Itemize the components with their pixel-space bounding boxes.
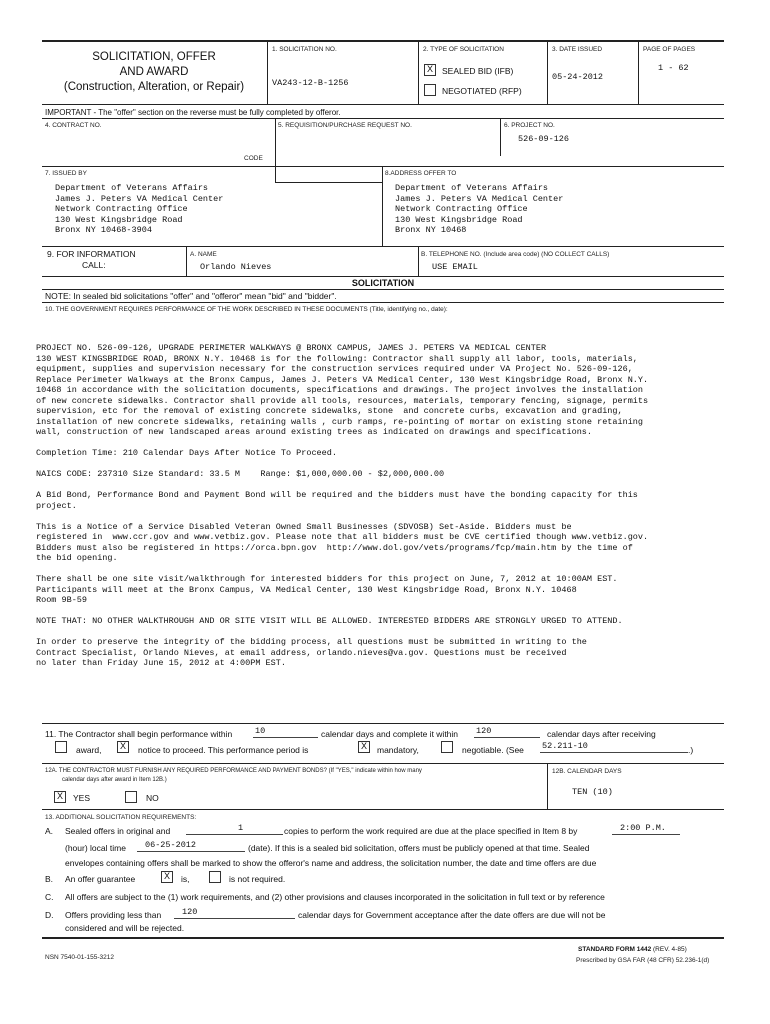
item13d-letter: D. [45,910,54,920]
divider [275,118,276,166]
due-date-field[interactable] [137,842,245,852]
complete-days-field[interactable] [474,728,540,738]
bonds-yes-check-mark: X [56,791,63,801]
divider [418,246,419,276]
call-label: CALL: [82,260,106,270]
contract-no-label: 4. CONTRACT NO. [45,122,102,129]
project-no-label: 6. PROJECT NO. [504,122,555,129]
rule [42,276,724,277]
item13a-text3: (hour) local time [65,843,126,853]
solicitation-no-label: 1. SOLICITATION NO. [272,46,337,53]
bottom-border [42,937,724,939]
item13a-text1: Sealed offers in original and [65,826,171,836]
rule [42,166,724,167]
item13-label: 13. ADDITIONAL SOLICITATION REQUIREMENTS: [45,814,197,821]
standard-form-name: STANDARD FORM 1442 [578,946,652,953]
calendar-days-value: TEN (10) [572,787,613,797]
form-title [42,50,266,95]
pages-label: PAGE OF PAGES [643,46,696,53]
address-offer-line: Network Contracting Office [395,204,528,214]
bonds-yes-checkbox[interactable] [54,791,66,803]
divider [547,763,548,809]
complete-days-value: 120 [476,726,492,736]
item11-text-c: calendar days after receiving [547,729,656,739]
item13d-text2: calendar days for Government acceptance after the date offers are due will not be [298,910,606,920]
due-date-value: 06-25-2012 [145,840,197,850]
note-text: NOTE: In sealed bid solicitations "offer" and "offeror" mean "bid" and "bidder". [45,291,337,301]
divider [267,40,268,104]
issued-by-line: Department of Veterans Affairs [55,183,209,193]
item13a-text5: envelopes containing offers shall be marked to show the offeror's name and address, the solicitation number, the date and time offers are due [65,858,597,868]
due-time-value: 2:00 P.M. [620,823,666,833]
issued-by-line: Network Contracting Office [55,204,188,214]
notice-to-proceed-checkbox[interactable] [117,741,129,753]
for-information-label: 9. FOR INFORMATION [47,249,136,259]
guarantee-is-checkbox[interactable] [161,871,173,883]
guarantee-is-not-checkbox[interactable] [209,871,221,883]
address-offer-line: Department of Veterans Affairs [395,183,549,193]
divider [418,40,419,104]
acceptance-days-field[interactable] [174,909,295,919]
sealed-bid-checkbox[interactable] [424,64,436,76]
date-issued-label: 3. DATE ISSUED [552,46,603,53]
mandatory-label: mandatory, [377,745,419,755]
mandatory-checkbox[interactable] [358,741,370,753]
address-offer-label: 8.ADDRESS OFFER TO [385,170,457,177]
divider [275,166,276,182]
item13c-text: All offers are subject to the (1) work requirements, and (2) other provisions and clauses incorporated in the solicitation in full text or by reference [65,892,605,902]
negotiable-label: negotiable. (See [462,745,524,755]
guarantee-is-label: is, [181,874,190,884]
copies-value: 1 [238,823,244,833]
rule [42,809,724,810]
issued-by-label: 7. ISSUED BY [45,170,87,177]
guarantee-is-not-label: is not required. [229,874,286,884]
see-clause-field[interactable] [540,743,688,753]
issued-by-address [55,183,223,236]
item11-close: .) [688,745,694,755]
name-value: Orlando Nieves [200,262,272,272]
top-border [42,40,724,42]
negotiable-checkbox[interactable] [441,741,453,753]
item11-text-a: 11. The Contractor shall begin performance within [45,729,233,739]
telephone-value: USE EMAIL [432,262,478,272]
start-days-field[interactable] [253,728,318,738]
standard-form-line [578,946,687,953]
start-days-value: 10 [255,726,266,736]
bonds-no-checkbox[interactable] [125,791,137,803]
issued-by-line: 130 West Kingsbridge Road [55,214,183,225]
issued-by-line: James J. Peters VA Medical Center [55,193,224,204]
mandatory-check-mark: X [360,741,367,751]
form-title-line3: (Construction, Alteration, or Repair) [63,81,245,93]
solicitation-heading: SOLICITATION [351,278,415,288]
date-issued-value: 05-24-2012 [552,72,604,82]
pages-value: 1 - 62 [658,63,689,73]
item12a-label-cont: calendar days after award in Item 12B.) [62,777,167,783]
important-note: IMPORTANT - The "offer" section on the reverse must be fully completed by offeror. [45,108,341,117]
copies-field[interactable] [186,825,283,835]
award-label: award, [76,745,102,755]
negotiated-checkbox[interactable] [424,84,436,96]
name-label: A. NAME [190,251,217,258]
form-title-line1: SOLICITATION, OFFER [92,51,216,63]
prescribed-by: Prescribed by GSA FAR (48 CFR) 52.236-1(d) [576,957,710,964]
guarantee-is-check-mark: X [163,871,170,881]
item13b-text1: An offer guarantee [65,874,136,884]
divider [382,166,383,246]
nsn-number: NSN 7540-01-155-3212 [45,954,115,961]
requisition-label: 5. REQUISITION/PURCHASE REQUEST NO. [278,122,412,129]
item13b-letter: B. [45,874,54,884]
rule [42,302,724,303]
solicitation-no-value: VA243-12-B-1256 [272,78,349,88]
item13d-text3: considered and will be rejected. [65,923,185,933]
address-offer-line: 130 West Kingsbridge Road [395,214,523,225]
code-label: CODE [244,155,263,162]
item10-label: 10. THE GOVERNMENT REQUIRES PERFORMANCE OF THE WORK DESCRIBED IN THESE DOCUMENTS (Title, identifying no., date): [45,306,448,313]
item13a-text2: copies to perform the work required are due at the place specified in Item 8 by [284,826,578,836]
rule [42,763,724,764]
project-no-value: 526-09-126 [518,134,570,144]
divider [547,40,548,104]
award-checkbox[interactable] [55,741,67,753]
sealed-bid-label: SEALED BID (IFB) [442,66,514,76]
address-offer-line: James J. Peters VA Medical Center [395,193,564,204]
telephone-label: B. TELEPHONE NO. (Include area code) (NO COLLECT CALLS) [421,251,610,258]
rule [42,118,724,119]
divider [500,118,501,156]
notice-to-proceed-label: notice to proceed. This performance period is [138,745,309,755]
divider [638,40,639,104]
rule [42,246,724,247]
work-description: PROJECT NO. 526-09-126, UPGRADE PERIMETER WALKWAYS @ BRONX CAMPUS, JAMES J. PETERS VA MEDICAL CENTER 130 WEST KINGSBRIDGE ROAD, BRONX N.Y. 10468 is for the following: Contractor shall supply all labor, tools, materials, equipment, supplies and supervision necessary for the construction services required under VA Project No. 526-09-126, Replace Perimeter Walkways at the Bronx Campus, James J. Peters VA Medical Center, 130 West Kingsbridge Road, Bronx N.Y. 10468 in accordance with the solicitation documents, specifications and drawings. The project involves the installation of new concrete sidewalks. Contractor shall provide all tools, resources, materials, temporary fencing, signage, permits supervision, etc for the removal of existing concrete sidewalks, stone and concrete curbs, excavation and grading, installation of new concrete sidewalks, retaining walls , curb ramps, re-pointing of mortar on existing stone retaining wall, construction of new landscaped areas around existing trees as indicated on drawings and specifications. Completion Time: 210 Calendar Days After Notice To Proceed. NAICS CODE: 237310 Size Standard: 33.5 M Range: $1,000,000.00 - $2,000,000.00 A Bid Bond, Performance Bond and Payment Bond will be required and the bidders must have the bonding capacity for this project. This is a Notice of a Service Disabled Veteran Owned Small Businesses (SDVOSB) Set-Aside. Bidders must be registered in www.ccr.gov and www.vetbiz.gov. Please note that all bidders must be CVE certified though www.vetbiz.gov. Bidders must also be registered in https://orca.bpn.gov http://www.dol.gov/vets/programs/fcp/main.htm by the time of the bid opening. There shall be one site visit/walkthrough for interested bidders for this project on June, 7, 2012 at 10:00AM EST. Participants will meet at the Bronx Campus, VA Medical Center, 130 West Kingsbridge Road, Bronx N.Y. 10468 Room 9B-59 NOTE THAT: NO OTHER WALKTHROUGH AND OR SITE VISIT WILL BE ALLOWED. INTERESTED BIDDERS ARE STRONGLY URGED TO ATTEND. In order to preserve the integrity of the bidding process, all questions must be submitted in writing to the Contract Specialist, Orlando Nieves, at email address, orlando.nieves@va.gov. Questions must be received no later than Friday June 15, 2012 at 4:00PM EST. [36,343,649,668]
address-offer-address [395,183,563,236]
item13d-text1: Offers providing less than [65,910,162,920]
rule [42,723,724,724]
sealed-bid-check-mark: X [426,64,433,74]
item12b-label: 12B. CALENDAR DAYS [552,768,622,775]
bonds-yes-label: YES [73,793,91,803]
see-clause-value: 52.211-10 [542,741,588,751]
due-time-field[interactable] [612,825,680,835]
rule [42,289,724,290]
form-title-line2: AND AWARD [119,66,189,78]
rule [42,104,724,105]
acceptance-days-value: 120 [182,907,198,917]
item13a-letter: A. [45,826,54,836]
item11-text-b: calendar days and complete it within [321,729,459,739]
rule [275,182,382,183]
type-of-solicitation-label: 2. TYPE OF SOLICITATION [423,46,504,53]
bonds-no-label: NO [146,793,159,803]
item13c-letter: C. [45,892,54,902]
item13a-text4: (date). If this is a sealed bid solicitation, offers must be publicly opened at that time. Sealed [248,843,590,853]
issued-by-line: Bronx NY 10468-3904 [55,225,152,235]
address-offer-line: Bronx NY 10468 [395,225,467,235]
divider [186,246,187,276]
negotiated-label: NEGOTIATED (RFP) [442,86,522,96]
standard-form-rev: (REV. 4-85) [653,946,687,953]
item12a-label: 12A. THE CONTRACTOR MUST FURNISH ANY REQUIRED PERFORMANCE AND PAYMENT BONDS? (If "YES," indicate within how many [45,768,422,774]
ntp-check-mark: X [119,741,126,751]
